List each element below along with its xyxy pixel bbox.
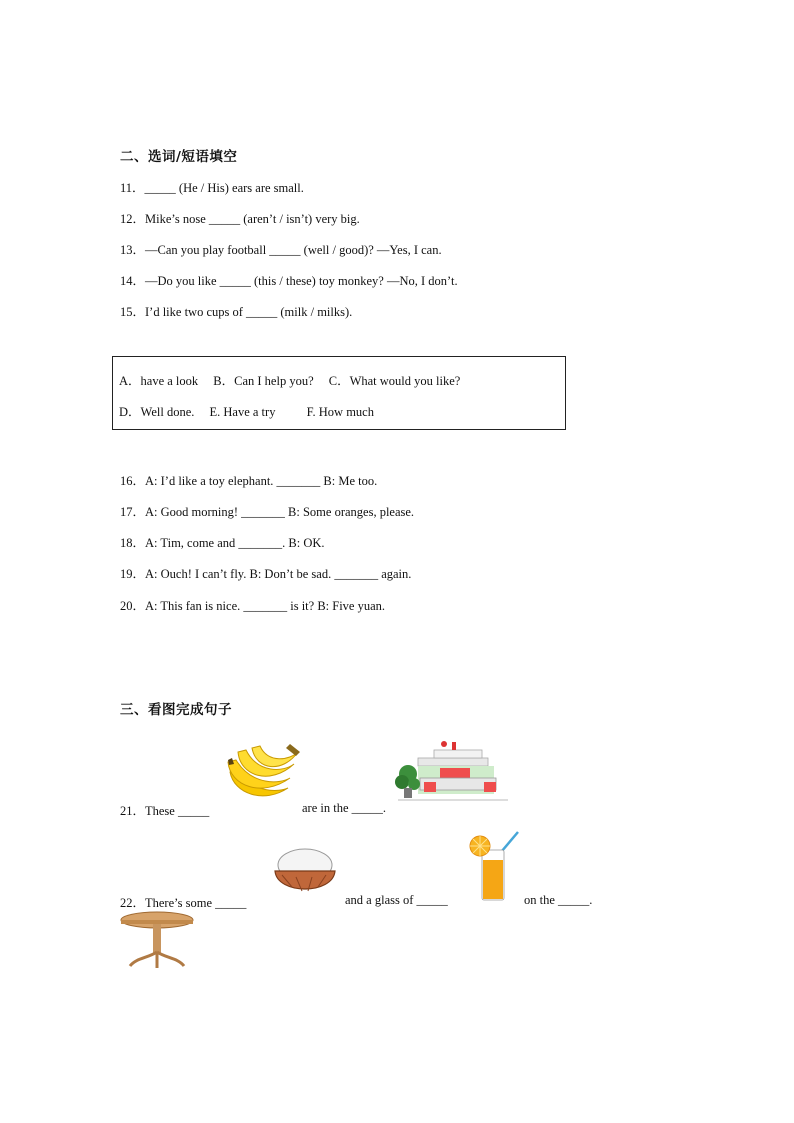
- question-20: 20．A: This fan is nice. _______ is it? B: Five yuan.: [120, 599, 386, 613]
- rice-bowl-image: [272, 843, 338, 903]
- choice-b: B．Can I help you?: [213, 374, 314, 388]
- question-12: 12．Mike’s nose _____ (aren’t / isn’t) very big.: [120, 212, 360, 226]
- section-2-heading: 二、选词/短语填空: [120, 149, 238, 165]
- choices-row-2: [119, 402, 386, 420]
- question-14: 14．—Do you like _____ (this / these) toy monkey? —No, I don’t.: [120, 274, 458, 288]
- choices-box: [112, 356, 566, 430]
- question-18: 18．A: Tim, come and _______. B: OK.: [120, 536, 325, 550]
- living-room-image: [394, 738, 510, 804]
- choices-row-1: [119, 371, 472, 389]
- choice-d: D．Well done.: [119, 405, 195, 419]
- choice-c: C．What would you like?: [328, 374, 461, 388]
- question-22-part2: and a glass of _____: [345, 893, 448, 907]
- question-21-part2: are in the _____.: [302, 801, 387, 815]
- choice-a: A．have a look: [119, 374, 199, 388]
- question-22-part1: 22．There’s some _____: [120, 896, 247, 910]
- question-16: 16．A: I’d like a toy elephant. _______ B: Me too.: [120, 474, 378, 488]
- question-17: 17．A: Good morning! _______ B: Some oranges, please.: [120, 505, 415, 519]
- choice-f: F. How much: [306, 405, 374, 419]
- orange-juice-image: [466, 828, 522, 904]
- section-3-heading: 三、看图完成句子: [120, 702, 232, 718]
- question-21-part1: 21．These _____: [120, 804, 210, 818]
- question-19: 19．A: Ouch! I can’t fly. B: Don’t be sad. _______ again.: [120, 567, 412, 581]
- question-13: 13．—Can you play football _____ (well / good)? —Yes, I can.: [120, 243, 442, 257]
- bananas-image: [224, 742, 302, 808]
- choice-e: E. Have a try: [209, 405, 276, 419]
- table-image: [120, 910, 196, 970]
- question-22-part3: on the _____.: [524, 893, 593, 907]
- question-15: 15．I’d like two cups of _____ (milk / milks).: [120, 305, 353, 319]
- question-11: 11．_____ (He / His) ears are small.: [120, 181, 304, 195]
